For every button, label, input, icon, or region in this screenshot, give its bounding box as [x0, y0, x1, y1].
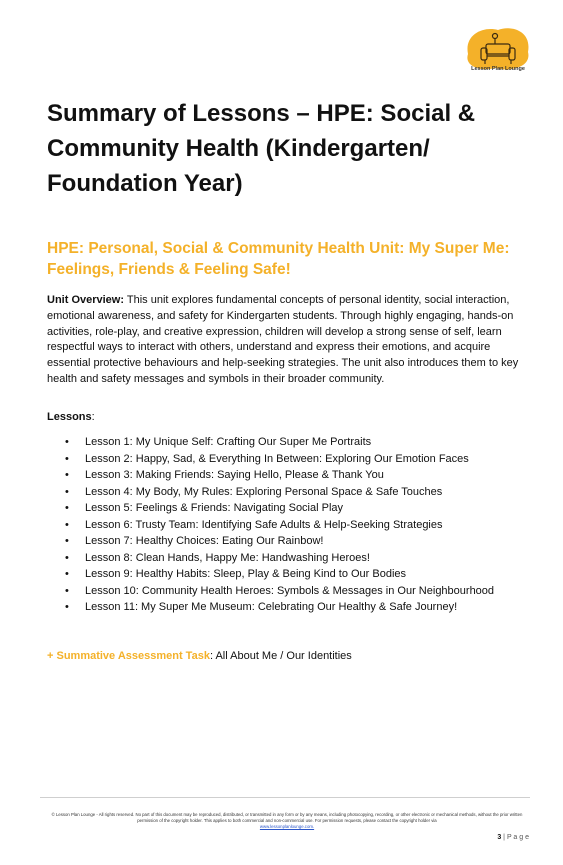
lesson-title: Lesson 5: Feelings & Friends: Navigating Social Play [85, 502, 344, 514]
footer-divider [40, 797, 530, 798]
list-item [47, 550, 537, 567]
lessons-label-colon: : [91, 411, 95, 423]
lesson-title: Lesson 11: My Super Me Museum: Celebrating Our Healthy & Safe Journey! [85, 601, 458, 613]
logo-text: Lesson Plan Lounge [471, 66, 525, 72]
lesson-list [47, 434, 537, 616]
bullet-icon: • [65, 601, 69, 613]
summative-text: : All About Me / Our Identities [209, 650, 352, 662]
overview-text: This unit explores fundamental concepts of personal identity, social interaction, emotional awareness, and safety for Kindergarten students. Through highly engaging, hands-on activities, role-play, and creative expression, children will develop a strong sense of self, learn respectful ways to interact with others, understand and express their emotions, and acquire essential protective behaviours and help-seeking strategies. The unit also introduces them to key health and safety messages and symbols in their broader community. [47, 294, 519, 385]
lesson-title: Lesson 8: Clean Hands, Happy Me: Handwashing Heroes! [85, 551, 370, 564]
bullet-icon: • [65, 469, 69, 481]
bullet-icon: • [65, 568, 69, 580]
list-item [47, 500, 537, 517]
lesson-title: Lesson 6: Trusty Team: Identifying Safe Adults & Help-Seeking Strategies [85, 518, 443, 531]
copyright-text: © Lesson Plan Lounge - All rights reserved. No part of this document may be reproduced, distributed, or transmitted in any form or by any means, including photocopying, recording, or other electronic or mechanical methods, without the prior written permission of the copyright holder. This applies to both commercial and non-commercial use. For permission requests, please contact the copyright holder via [51, 812, 523, 823]
website-link[interactable]: www.lessonplanlounge.com. [259, 824, 315, 829]
page-number [497, 834, 529, 841]
list-item [47, 533, 537, 550]
list-item [47, 566, 537, 583]
list-item [47, 599, 537, 616]
bullet-icon: • [65, 584, 69, 597]
list-item [47, 451, 537, 468]
bullet-icon: • [65, 436, 69, 448]
bullet-icon: • [65, 518, 69, 531]
lesson-title: Lesson 10: Community Health Heroes: Symbols & Messages in Our Neighbourhood [85, 584, 495, 597]
bullet-icon: • [65, 485, 69, 498]
list-item [47, 467, 537, 484]
copyright-notice [47, 812, 527, 830]
bullet-icon: • [65, 535, 69, 547]
summative-assessment [47, 650, 352, 662]
lesson-title: Lesson 7: Healthy Choices: Eating Our Rainbow! [85, 535, 324, 547]
list-item [47, 583, 537, 600]
page-label: | P a g e [501, 834, 529, 841]
bullet-icon: • [65, 551, 69, 564]
lesson-title: Lesson 3: Making Friends: Saying Hello, Please & Thank You [85, 469, 384, 481]
overview-label: Unit Overview: [47, 294, 125, 306]
bullet-icon: • [65, 452, 69, 465]
lessons-label [47, 411, 95, 423]
list-item [47, 517, 537, 534]
unit-overview [47, 293, 533, 388]
summative-label: + Summative Assessment Task [47, 650, 210, 662]
lesson-title: Lesson 9: Healthy Habits: Sleep, Play & Being Kind to Our Bodies [85, 568, 407, 580]
lesson-title: Lesson 4: My Body, My Rules: Exploring Personal Space & Safe Touches [85, 485, 443, 498]
page-number-value: 3 [497, 834, 502, 841]
bullet-icon: • [65, 502, 69, 514]
lesson-title: Lesson 1: My Unique Self: Crafting Our Super Me Portraits [85, 436, 372, 448]
list-item [47, 484, 537, 501]
lesson-title: Lesson 2: Happy, Sad, & Everything In Between: Exploring Our Emotion Faces [85, 452, 469, 465]
list-item [47, 434, 537, 451]
lessons-label-text: Lessons [47, 411, 92, 423]
page-title: Summary of Lessons – HPE: Social & Community Health (Kindergarten/ Foundation Year) [47, 100, 476, 197]
unit-heading: HPE: Personal, Social & Community Health Unit: My Super Me: Feelings, Friends & Feeling Safe! [47, 240, 510, 278]
